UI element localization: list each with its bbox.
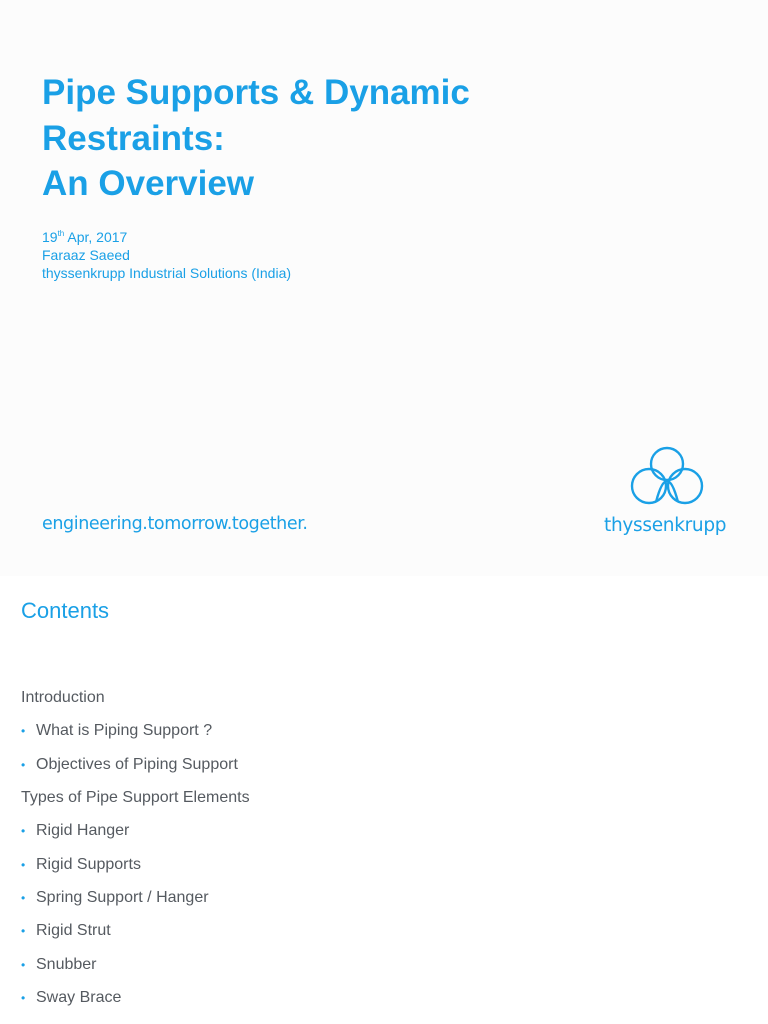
contents-list	[21, 687, 250, 1020]
contents-heading: Contents	[21, 598, 110, 623]
presenter-name: Faraaz Saeed	[42, 247, 130, 263]
contents-item	[21, 787, 250, 820]
brand-logo-text: thyssenkrupp	[604, 515, 727, 536]
bullet-icon: •	[21, 824, 26, 839]
date-day: 19	[42, 229, 58, 245]
contents-item-label: Types of Pipe Support Elements	[21, 789, 250, 807]
contents-item-label: Objectives of Piping Support	[36, 755, 238, 773]
contents-item-label: Snubber	[36, 955, 97, 973]
title-line-2: Restraints:	[42, 118, 225, 158]
contents-item-label: Rigid Strut	[36, 922, 111, 940]
contents-item	[21, 687, 250, 720]
presentation-meta	[42, 228, 291, 282]
contents-item	[21, 754, 250, 787]
title-line-3: An Overview	[42, 164, 255, 203]
title-line-1: Pipe Supports & Dynamic	[42, 73, 470, 112]
bullet-icon: •	[21, 991, 26, 1006]
contents-item	[21, 854, 250, 887]
contents-item	[21, 987, 250, 1020]
bullet-icon: •	[21, 757, 26, 772]
bullet-icon: •	[21, 891, 26, 906]
contents-item-label: What is Piping Support ?	[36, 722, 213, 740]
contents-item	[21, 820, 250, 853]
bullet-icon: •	[21, 924, 26, 939]
brand-tagline: engineering.tomorrow.together.	[42, 514, 308, 534]
thyssenkrupp-logo-icon	[627, 442, 707, 512]
contents-item-label: Spring Support / Hanger	[36, 889, 209, 907]
contents-item-label: Sway Brace	[36, 989, 122, 1007]
date-suffix: th	[57, 229, 65, 238]
contents-item-label: Introduction	[21, 689, 105, 706]
contents-slide	[0, 576, 768, 1024]
bullet-icon: •	[21, 957, 26, 972]
contents-item	[21, 887, 250, 920]
contents-item-label: Rigid Supports	[36, 855, 141, 873]
presentation-date	[42, 228, 291, 246]
contents-item	[21, 954, 250, 987]
date-rest: Apr, 2017	[64, 229, 128, 245]
presenter-company: thyssenkrupp Industrial Solutions (India)	[42, 265, 292, 281]
contents-item-label: Rigid Hanger	[36, 822, 130, 840]
bullet-icon: •	[21, 857, 26, 872]
bullet-icon: •	[21, 724, 26, 739]
presentation-title	[42, 70, 470, 207]
contents-item	[21, 720, 250, 753]
contents-item	[21, 920, 250, 953]
